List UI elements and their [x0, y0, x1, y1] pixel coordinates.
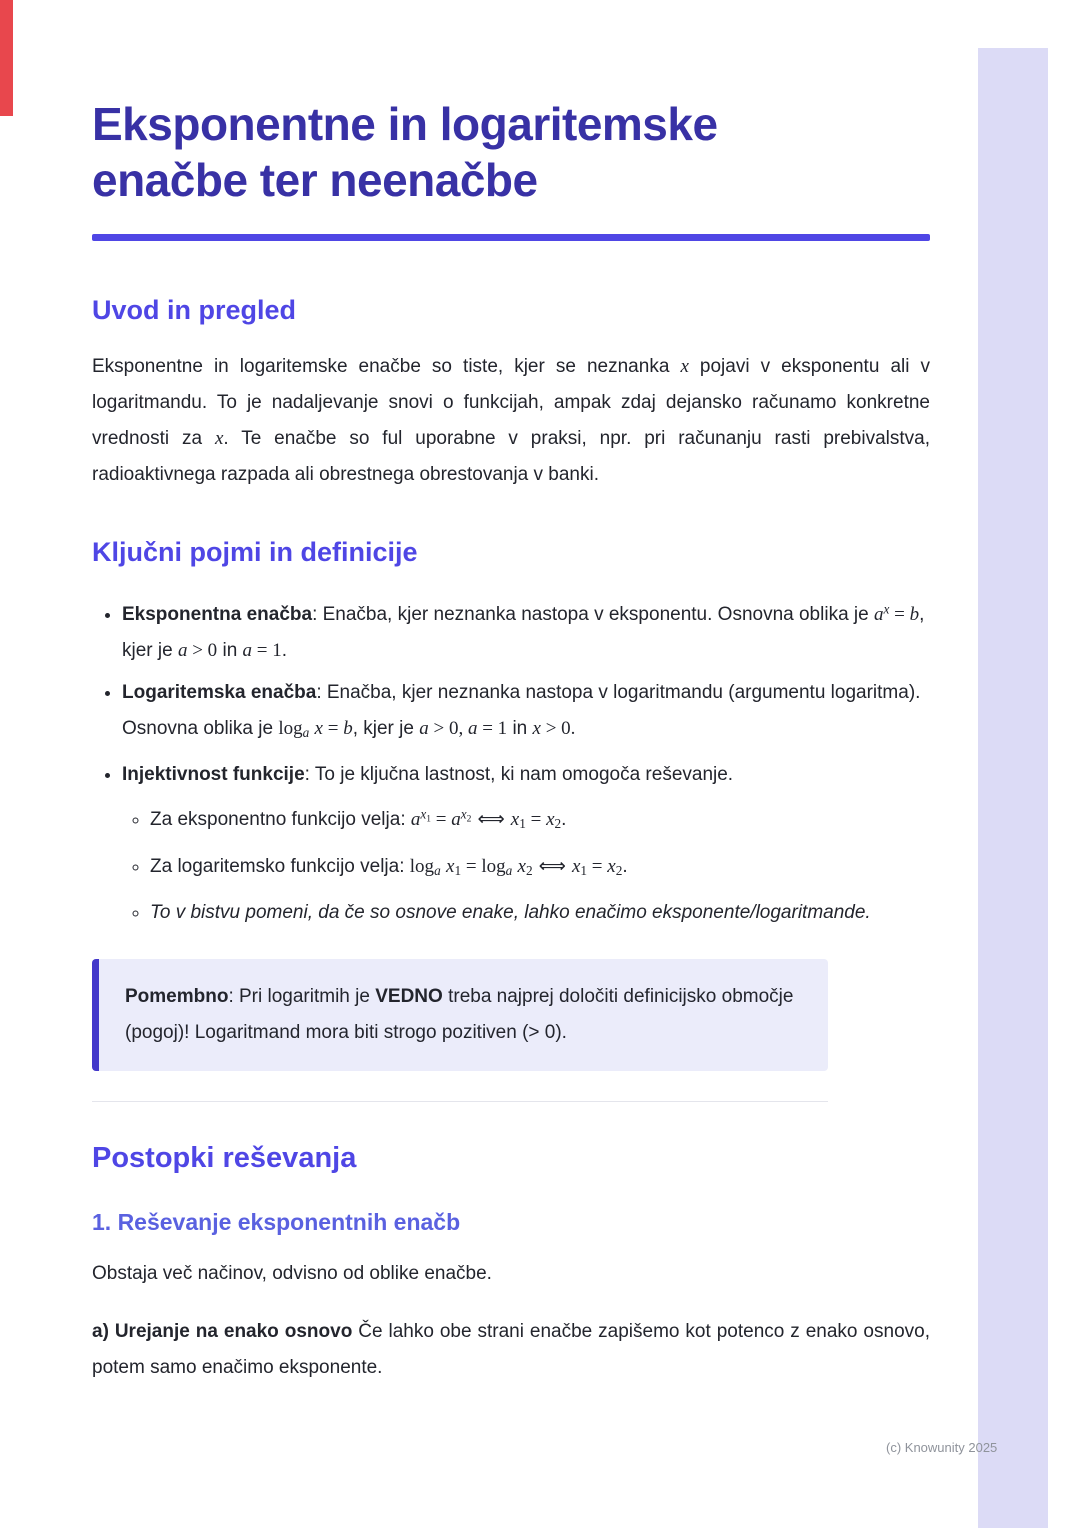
list-item-text: Injektivnost funkcije: To je ključna lastnost, ki nam omogoča reševanje. — [122, 763, 734, 785]
section-heading-kljucni-pojmi: Ključni pojmi in definicije — [92, 537, 418, 567]
important-callout — [92, 959, 828, 1071]
right-margin-stripe — [978, 48, 1048, 1528]
page-title-line-2: enačbe ter neenačbe — [92, 154, 538, 206]
sub-list-item-text: Za logaritemsko funkcijo velja: loga x1 = loga x2 ⟺ x1 = x2. — [150, 855, 628, 879]
subsection-heading-resevanje-eksponentnih: 1. Reševanje eksponentnih enačb — [92, 1209, 461, 1236]
page-title-line-1: Eksponentne in logaritemske — [92, 98, 718, 150]
injectivity-sub-list — [122, 797, 930, 931]
list-item-text: Eksponentna enačba: Enačba, kjer neznanka nastopa v eksponentu. Osnovna oblika je $a^x = b$, kjer je a > 0 in a = 1. — [122, 601, 925, 661]
section-divider — [92, 1101, 828, 1102]
list-item — [122, 757, 930, 931]
title-underline-rule — [92, 234, 930, 241]
sub-list-item-text: Za eksponentno funkcijo velja: $a^x1 = a^x2$ ⟺ x1 = x2. — [150, 806, 567, 832]
section-heading-uvod: Uvod in pregled — [92, 295, 297, 325]
sub-list-item-text: To v bistvu pomeni, da če so osnove enake, lahko enačimo eksponente/logaritmande. — [150, 902, 871, 924]
intro-paragraph: Eksponentne in logaritemske enačbe so tiste, kjer se neznanka x pojavi v eksponentu ali v logaritmandu. To je nadaljevanje snovi o funkcijah, ampak zdaj dejansko računamo konkretne vrednosti za x. Te enačbe so ful uporabne v praksi, npr. pri računanju rasti prebivalstva, radioaktivnega razpada ali obrestnega obrestovanja v banki. — [92, 356, 930, 485]
sub-list-item — [150, 895, 930, 931]
list-item — [122, 591, 930, 669]
red-accent-bar — [0, 0, 13, 116]
callout-text: Pomembno: Pri logaritmih je VEDNO treba najprej določiti definicijsko območje (pogoj)! Logaritmand mora biti strogo pozitiven (> 0). — [125, 986, 794, 1044]
list-item — [122, 675, 930, 751]
concepts-list — [92, 591, 930, 931]
copyright-footer: (c) Knowunity 2025 — [886, 1440, 998, 1455]
list-item-text: Logaritemska enačba: Enačba, kjer neznanka nastopa v logaritmandu (argumentu logaritma). Osnovna oblika je loga x = b, kjer je a > 0, a = 1 in x > 0. — [122, 681, 921, 740]
document-page — [92, 0, 930, 1386]
page-title — [92, 96, 930, 208]
procedures-intro-paragraph: Obstaja več načinov, odvisno od oblike enačbe. — [92, 1263, 492, 1285]
section-heading-postopki: Postopki reševanja — [92, 1142, 357, 1175]
sub-list-item — [150, 848, 930, 889]
sub-list-item — [150, 797, 930, 843]
method-a-paragraph: a) Urejanje na enako osnovo Če lahko obe strani enačbe zapišemo kot potenco z enako osnovo, potem samo enačimo eksponente. — [92, 1321, 930, 1379]
